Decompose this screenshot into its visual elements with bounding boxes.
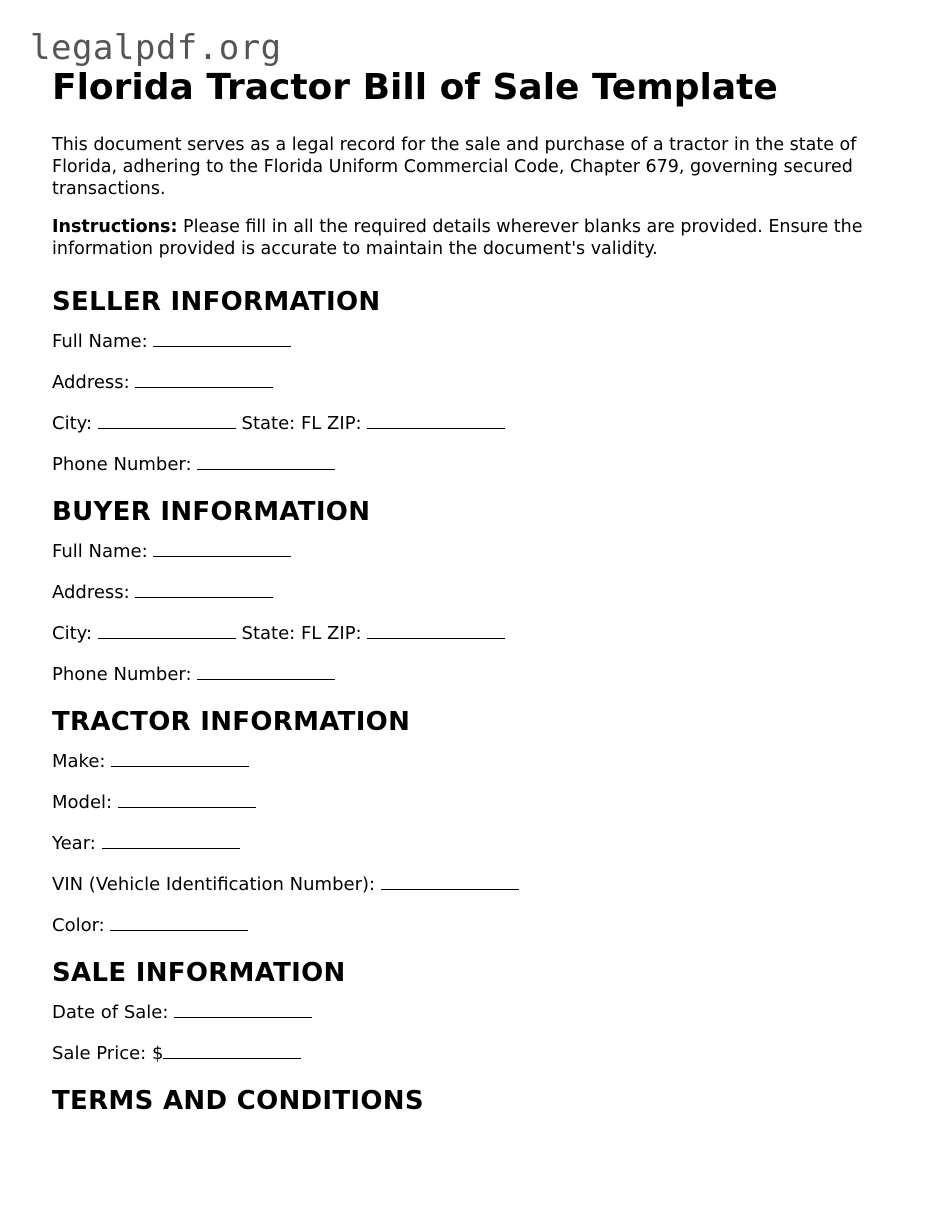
seller-heading: SELLER INFORMATION — [52, 287, 381, 317]
seller-full-name-field — [52, 330, 882, 353]
tractor-section — [52, 706, 882, 937]
instructions-label: Instructions: — [52, 217, 178, 237]
buyer-city-label: City: — [52, 623, 93, 644]
buyer-address-field — [52, 581, 882, 604]
buyer-phone-label: Phone Number: — [52, 664, 192, 685]
sale-price-field — [52, 1042, 882, 1065]
sale-price-label: Sale Price: $ — [52, 1043, 164, 1064]
tractor-make-label: Make: — [52, 751, 106, 772]
seller-city-blank[interactable] — [98, 412, 236, 429]
buyer-city-blank[interactable] — [98, 622, 236, 639]
buyer-full-name-label: Full Name: — [52, 541, 148, 562]
tractor-make-field — [52, 750, 882, 773]
buyer-state-zip-label: State: FL ZIP: — [241, 623, 362, 644]
seller-zip-blank[interactable] — [367, 412, 505, 429]
tractor-make-blank[interactable] — [111, 750, 249, 767]
document-page — [52, 66, 882, 1129]
instructions-paragraph — [52, 216, 882, 260]
buyer-address-label: Address: — [52, 582, 130, 603]
seller-phone-label: Phone Number: — [52, 454, 192, 475]
seller-phone-blank[interactable] — [197, 453, 335, 470]
seller-city-label: City: — [52, 413, 93, 434]
buyer-heading: BUYER INFORMATION — [52, 497, 371, 527]
buyer-section — [52, 496, 882, 686]
buyer-phone-blank[interactable] — [197, 663, 335, 680]
buyer-city-state-zip-field — [52, 622, 882, 645]
seller-state-zip-label: State: FL ZIP: — [241, 413, 362, 434]
tractor-model-field — [52, 791, 882, 814]
sale-date-label: Date of Sale: — [52, 1002, 169, 1023]
buyer-address-blank[interactable] — [135, 581, 273, 598]
sale-date-blank[interactable] — [174, 1001, 312, 1018]
tractor-year-field — [52, 832, 882, 855]
tractor-model-blank[interactable] — [118, 791, 256, 808]
page-title: Florida Tractor Bill of Sale Template — [52, 67, 778, 108]
tractor-vin-field — [52, 873, 882, 896]
watermark-logo: legalpdf.org — [30, 28, 282, 68]
instructions-text: Please fill in all the required details wherever blanks are provided. Ensure the information provided is accurate to maintain the document's validity. — [52, 217, 863, 259]
seller-address-label: Address: — [52, 372, 130, 393]
tractor-vin-label: VIN (Vehicle Identification Number): — [52, 874, 376, 895]
sale-heading: SALE INFORMATION — [52, 958, 346, 988]
buyer-full-name-field — [52, 540, 882, 563]
buyer-full-name-blank[interactable] — [153, 540, 291, 557]
seller-phone-field — [52, 453, 882, 476]
seller-address-blank[interactable] — [135, 371, 273, 388]
buyer-zip-blank[interactable] — [367, 622, 505, 639]
seller-city-state-zip-field — [52, 412, 882, 435]
tractor-color-label: Color: — [52, 915, 105, 936]
tractor-model-label: Model: — [52, 792, 113, 813]
sale-price-blank[interactable] — [163, 1042, 301, 1059]
tractor-color-field — [52, 914, 882, 937]
terms-section — [52, 1085, 882, 1117]
tractor-year-label: Year: — [52, 833, 96, 854]
seller-full-name-blank[interactable] — [153, 330, 291, 347]
seller-full-name-label: Full Name: — [52, 331, 148, 352]
buyer-phone-field — [52, 663, 882, 686]
tractor-color-blank[interactable] — [110, 914, 248, 931]
sale-date-field — [52, 1001, 882, 1024]
seller-address-field — [52, 371, 882, 394]
tractor-vin-blank[interactable] — [381, 873, 519, 890]
seller-section — [52, 286, 882, 476]
sale-section — [52, 957, 882, 1065]
intro-paragraph: This document serves as a legal record for the sale and purchase of a tractor in the state of Florida, adhering to the Florida Uniform Commercial Code, Chapter 679, governing secured transactions. — [52, 135, 857, 199]
tractor-year-blank[interactable] — [102, 832, 240, 849]
terms-heading: TERMS AND CONDITIONS — [52, 1086, 424, 1116]
tractor-heading: TRACTOR INFORMATION — [52, 707, 411, 737]
